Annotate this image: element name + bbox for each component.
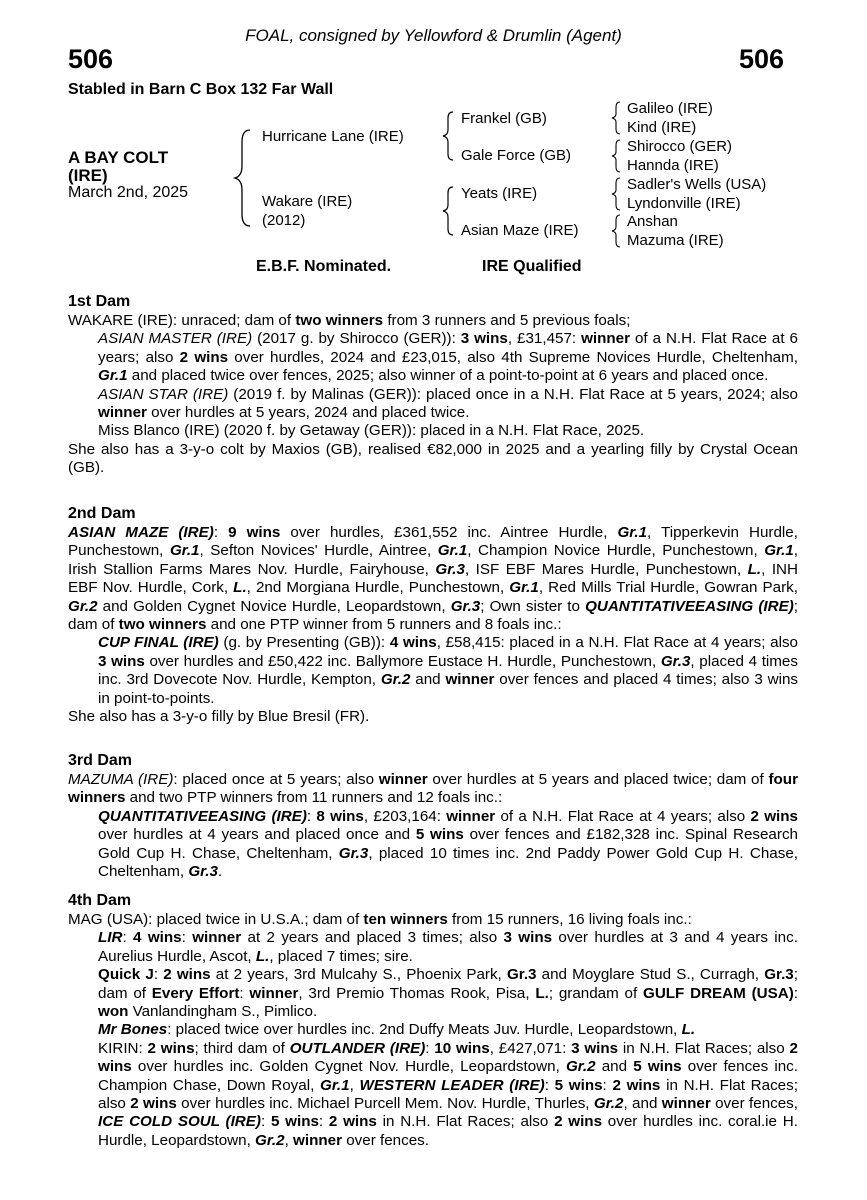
produce-record: QUANTITATIVEEASING (IRE): 8 wins, £203,164: winner of a N.H. Flat Race at 4 years; also 2 wins over hurdles at 4 years and placed once and 5 wins over fences and £182,328 inc. Spinal Research Gold Cup H. Chase, Cheltenham, Gr.3, placed 10 times inc. 2nd Paddy Power Gold Cup H. Chase, Cheltenham, Gr.3. [98,807,798,881]
ebf-nominated: E.B.F. Nominated. [256,258,392,275]
lot-number-left: 506 [68,44,114,74]
sire-sire: Frankel (GB) [461,110,547,127]
pedigree-brace-sire [441,110,455,162]
grandsire-1: Galileo (IRE) [627,100,713,117]
third-dam-section [68,751,798,881]
second-dam-heading: 2nd Dam [68,505,136,522]
pedigree-brace-dam [441,185,455,237]
produce-record: ASIAN STAR (IRE) (2019 f. by Malinas (GER)): placed once in a N.H. Flat Race at 5 years, 2024; also winner over hurdles at 5 years, 2024 and placed twice. [98,385,798,422]
first-dam-other-produce: She also has a 3-y-o colt by Maxios (GB), realised €82,000 in 2025 and a yearling filly by Crystal Ocean (GB). [68,440,798,477]
dam: Wakare (IRE) [262,193,353,210]
first-dam-section [68,292,798,478]
foaling-date: March 2nd, 2025 [68,184,189,201]
produce-record: LIR: 4 wins: winner at 2 years and placed 3 times; also 3 wins over hurdles at 3 and 4 years inc. Aurelius Hurdle, Ascot, L., placed 7 times; sire. [98,929,798,965]
horse-origin: (IRE) [68,166,108,185]
fourth-dam-section [68,891,798,1150]
produce-record: Mr Bones: placed twice over hurdles inc. 2nd Duffy Meats Juv. Hurdle, Leopardstown, L. [98,1021,696,1039]
pedigree-brace-g56 [610,176,622,212]
produce-record: Quick J: 2 wins at 2 years, 3rd Mulcahy S., Phoenix Park, Gr.3 and Moyglare Stud S., Curragh, Gr.3; dam of Every Effort: winner, 3rd Premio Thomas Rook, Pisa, L.; grandam of GULF DREAM (USA): won Vanlandingham S., Pimlico. [98,966,798,1021]
produce-record: KIRIN: 2 wins; third dam of OUTLANDER (IRE): 10 wins, £427,071: 3 wins in N.H. Flat Races; also 2 wins over hurdles inc. Golden Cygnet Nov. Hurdle, Leopardstown, Gr.2 and 5 wins over fences inc. Champion Chase, Down Royal, Gr.1, WESTERN LEADER (IRE): 5 wins: 2 wins in N.H. Flat Races; also 2 wins over hurdles inc. Michael Purcell Mem. Nov. Hurdle, Thurles, Gr.2, and winner over fences, ICE COLD SOUL (IRE): 5 wins: 2 wins in N.H. Flat Races; also 2 wins over hurdles inc. coral.ie H. Hurdle, Leopardstown, Gr.2, winner over fences. [98,1039,798,1149]
grandsire-3: Sadler's Wells (USA) [627,176,767,193]
produce-record: ASIAN MASTER (IRE) (2017 g. by Shirocco (GER)): 3 wins, £31,457: winner of a N.H. Flat Race at 6 years; also 2 wins over hurdles, 2024 and £23,015, also 4th Supreme Novices Hurdle, Cheltenham, Gr.1 and placed twice over fences, 2025; also winner of a point-to-point at 6 years and placed once. [98,330,798,385]
lot-number-right: 506 [739,44,785,74]
granddam-3: Lyndonville (IRE) [627,195,741,212]
pedigree-brace-g78 [610,213,622,249]
third-dam-heading: 3rd Dam [68,752,133,769]
dam-year: (2012) [262,212,306,229]
third-dam-record: MAZUMA (IRE): placed once at 5 years; also winner over hurdles at 5 years and placed twice; dam of four winners and two PTP winners from 11 runners and 12 foals inc.: [68,771,798,807]
consignment-line: FOAL, consigned by Yellowford & Drumlin (Agent) [245,26,622,45]
fourth-dam-record: MAG (USA): placed twice in U.S.A.; dam of ten winners from 15 runners, 16 living foals inc.: [68,911,692,928]
first-dam-summary: WAKARE (IRE): unraced; dam of two winners from 3 runners and 5 previous foals; [68,312,631,329]
granddam-1: Kind (IRE) [627,119,697,136]
pedigree-brace-g34 [610,138,622,174]
first-dam-heading: 1st Dam [68,293,131,310]
second-dam-other-produce: She also has a 3-y-o filly by Blue Bresil (FR). [68,708,370,726]
produce-record: CUP FINAL (IRE) (g. by Presenting (GB)): 4 wins, £58,415: placed in a N.H. Flat Race at 4 years; also 3 wins over hurdles and £50,422 inc. Ballymore Eustace H. Hurdle, Punchestown, Gr.3, placed 4 times inc. 3rd Dovecote Nov. Hurdle, Kempton, Gr.2 and winner over fences and placed 4 times; also 3 wins in point-to-points. [98,634,798,707]
dam-dam: Asian Maze (IRE) [461,222,579,239]
fourth-dam-heading: 4th Dam [68,892,132,909]
sire-dam: Gale Force (GB) [461,147,572,164]
sire: Hurricane Lane (IRE) [262,128,404,145]
stabling-location: Stabled in Barn C Box 132 Far Wall [68,81,334,98]
pedigree-brace-main [232,128,254,228]
produce-record: Miss Blanco (IRE) (2020 f. by Getaway (GER)): placed in a N.H. Flat Race, 2025. [98,422,645,440]
ire-qualified: IRE Qualified [482,258,582,275]
grandsire-4: Anshan [627,213,678,230]
granddam-2: Hannda (IRE) [627,157,719,174]
second-dam-record: ASIAN MAZE (IRE): 9 wins over hurdles, £361,552 inc. Aintree Hurdle, Gr.1, Tipperkevin Hurdle, Punchestown, Gr.1, Sefton Novices' Hurdle, Aintree, Gr.1, Champion Novice Hurdle, Punchestown, Gr.1, Irish Stallion Farms Mares Nov. Hurdle, Fairyhouse, Gr.3, ISF EBF Mares Hurdle, Punchestown, L., INH EBF Nov. Hurdle, Cork, L., 2nd Morgiana Hurdle, Punchestown, Gr.1, Red Mills Trial Hurdle, Gowran Park, Gr.2 and Golden Cygnet Novice Hurdle, Leopardstown, Gr.3; Own sister to QUANTITATIVEEASING (IRE); dam of two winners and one PTP winner from 5 runners and 8 foals inc.: [68,524,799,634]
second-dam-section [68,504,798,726]
pedigree-brace-g12 [610,100,622,136]
horse-description: A BAY COLT [68,148,169,167]
granddam-4: Mazuma (IRE) [627,232,724,249]
grandsire-2: Shirocco (GER) [627,138,733,155]
dam-sire: Yeats (IRE) [461,185,538,202]
